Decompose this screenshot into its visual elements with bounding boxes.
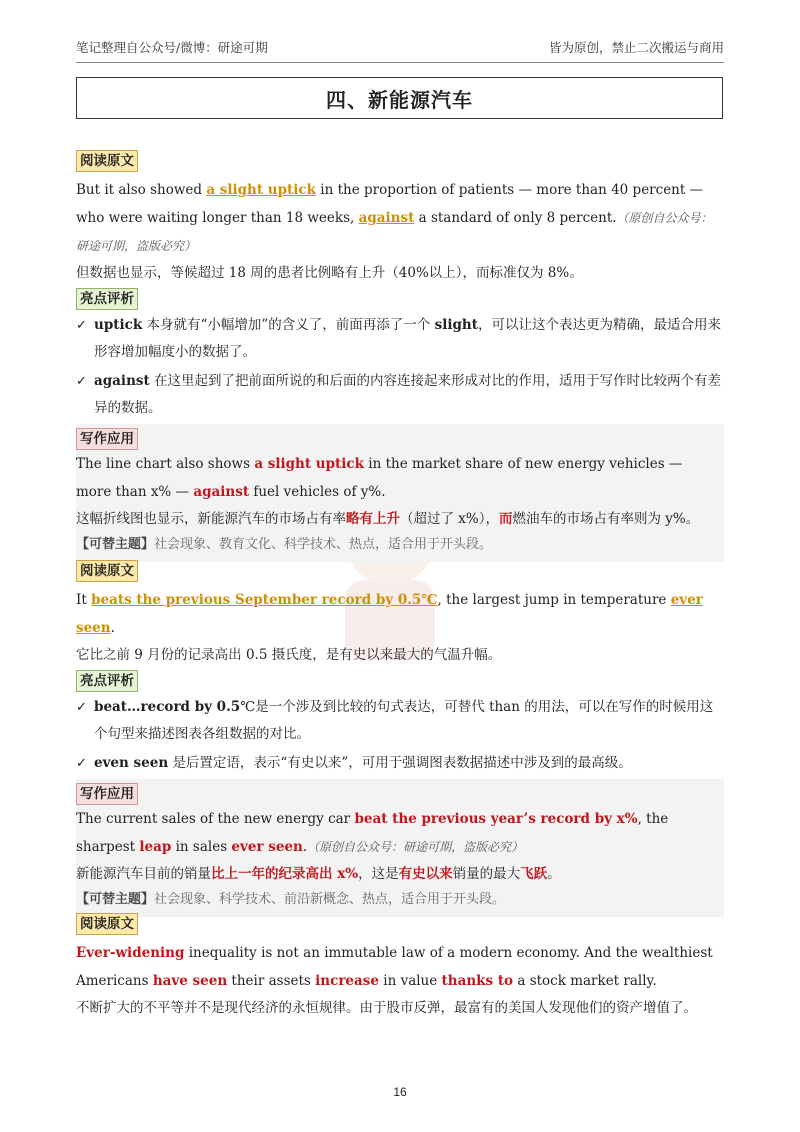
highlight-analysis-tag: 亮点评析 (76, 288, 138, 310)
section-1 (76, 150, 724, 562)
copyright-note: （原创自公众号：研途可期，盗版必究） (307, 840, 524, 854)
analysis-item: ✓ even seen 是后置定语，表示“有史以来”，可用于强调图表数据描述中涉及到的最高级。 (76, 750, 724, 777)
alternative-topics: 【可替主题】社会现象、教育文化、科学技术、热点，适合用于开头段。 (76, 537, 493, 552)
writing-chinese: 这幅折线图也显示，新能源汽车的市场占有率略有上升（超过了 x%），而燃油车的市场占有率则为 y%。 (76, 511, 700, 527)
original-chinese: 不断扩大的不平等并不是现代经济的永恒规律。由于股市反弹，最富有的美国人发现他们的资产增值了。 (76, 1000, 697, 1016)
read-original-tag: 阅读原文 (76, 150, 138, 172)
writing-application-tag: 写作应用 (76, 783, 138, 805)
alternative-topics: 【可替主题】社会现象、科学技术、前沿新概念、热点，适合用于开头段。 (76, 892, 506, 907)
section-title (76, 77, 723, 119)
read-original-tag: 阅读原文 (76, 913, 138, 935)
writing-chinese: 新能源汽车目前的销量比上一年的纪录高出 x%，这是有史以来销量的最大飞跃。 (76, 866, 561, 882)
analysis-item: ✓ against 在这里起到了把前面所说的和后面的内容连接起来形成对比的作用，适用于写作时比较两个有差异的数据。 (76, 368, 724, 422)
original-chinese: 但数据也显示，等候超过 18 周的患者比例略有上升（40%以上），而标准仅为 8%。 (76, 265, 583, 281)
writing-application (76, 424, 724, 562)
header-copyright: 皆为原创，禁止二次搬运与商用 (548, 40, 724, 55)
header-source: 笔记整理自公众号/微博：研途可期 (76, 40, 268, 55)
analysis-item: ✓ beat…record by 0.5℃是一个涉及到比较的句式表达，可替代 than 的用法，可以在写作的时候用这个句型来描述图表各组数据的对比。 (76, 694, 724, 748)
original-english: But it also showed a slight uptick in the proportion of patients — more than 40 percent — who were waiting longer than 18 weeks, against a standard of only 8 percent.（原创自公众号：研途可期，盗版必究） (76, 182, 713, 253)
page-header (76, 38, 724, 58)
original-chinese: 它比之前 9 月份的记录高出 0.5 摄氏度，是有史以来最大的气温升幅。 (76, 647, 502, 663)
writing-english: The current sales of the new energy car beat the previous year’s record by x%, the sharpest leap in sales ever seen.（原创自公众号：研途可期，盗版必究） (76, 811, 669, 855)
writing-application-tag: 写作应用 (76, 428, 138, 450)
writing-application (76, 779, 724, 917)
check-icon: ✓ (76, 374, 87, 389)
check-icon: ✓ (76, 756, 87, 771)
original-english: It beats the previous September record by 0.5℃, the largest jump in temperature ever seen. (76, 592, 703, 636)
writing-english: The line chart also shows a slight uptick in the market share of new energy vehicles — more than x% — against fuel vehicles of y%. (76, 456, 683, 500)
highlight-analysis-tag: 亮点评析 (76, 670, 138, 692)
copyright-note: （原创自公众号：研途可期，盗版必究） (76, 211, 713, 253)
section-title-text: 四、新能源汽车 (326, 87, 473, 112)
original-english: Ever-widening inequality is not an immutable law of a modern economy. And the wealthiest Americans have seen their assets increase in value thanks to a stock market rally. (76, 945, 713, 989)
section-3 (76, 913, 724, 1021)
read-original-tag: 阅读原文 (76, 560, 138, 582)
check-icon: ✓ (76, 700, 87, 715)
header-divider (76, 62, 724, 63)
check-icon: ✓ (76, 318, 87, 333)
page-number: 16 (393, 1085, 407, 1099)
section-2 (76, 560, 724, 917)
analysis-item: ✓ uptick 本身就有“小幅增加”的含义了，前面再添了一个 slight，可以让这个表达更为精确，最适合用来形容增加幅度小的数据了。 (76, 312, 724, 366)
